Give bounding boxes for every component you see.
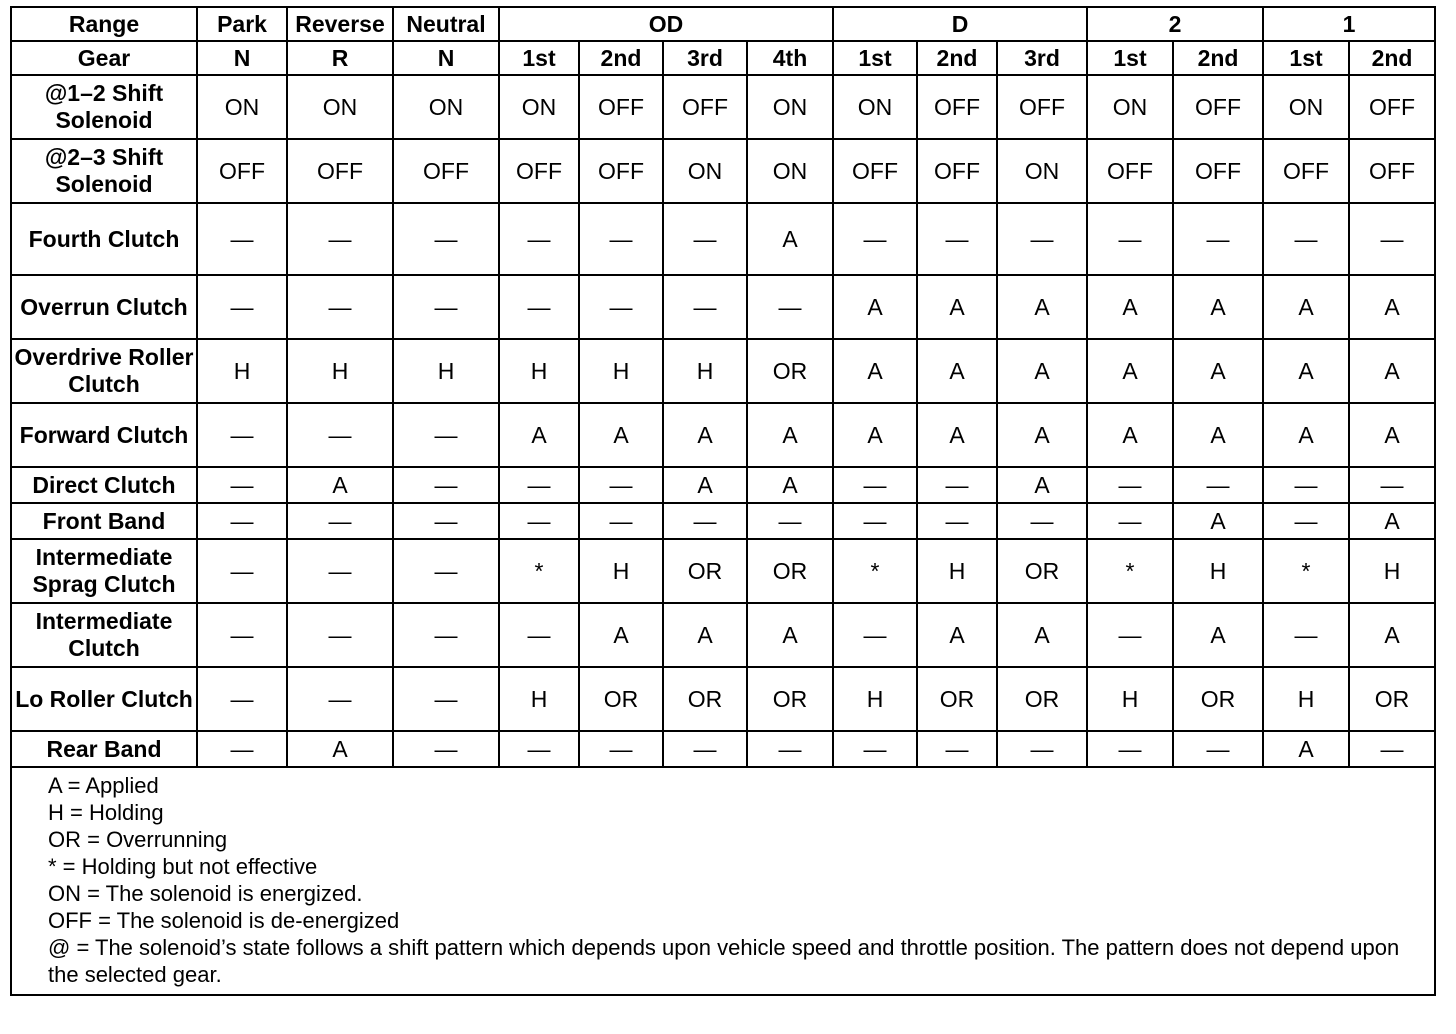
table-cell: * [1263, 539, 1349, 603]
table-cell: — [197, 275, 287, 339]
gear-header-cell: 3rd [997, 41, 1087, 75]
table-cell: — [663, 275, 747, 339]
table-cell: A [579, 403, 663, 467]
row-label-overrun-clutch: Overrun Clutch [11, 275, 197, 339]
table-cell: — [499, 203, 579, 275]
table-cell: — [287, 603, 393, 667]
table-cell: OFF [393, 139, 499, 203]
table-cell: A [1173, 503, 1263, 539]
table-cell: A [1173, 603, 1263, 667]
table-cell: — [393, 503, 499, 539]
table-cell: A [1349, 503, 1435, 539]
table-cell: ON [499, 75, 579, 139]
table-cell: A [997, 403, 1087, 467]
table-cell: A [833, 403, 917, 467]
table-cell: — [197, 539, 287, 603]
table-cell: ON [393, 75, 499, 139]
table-cell: — [833, 467, 917, 503]
table-cell: — [197, 603, 287, 667]
table-cell: — [287, 667, 393, 731]
table-cell: — [579, 467, 663, 503]
table-row [11, 603, 1435, 667]
table-cell: A [499, 403, 579, 467]
table-cell: A [833, 339, 917, 403]
table-cell: — [747, 503, 833, 539]
table-cell: OFF [663, 75, 747, 139]
table-cell: — [1349, 731, 1435, 767]
table-cell: — [579, 203, 663, 275]
table-cell: ON [663, 139, 747, 203]
table-cell: OR [663, 539, 747, 603]
table-cell: — [1173, 467, 1263, 503]
table-cell: — [1087, 603, 1173, 667]
row-label-direct-clutch: Direct Clutch [11, 467, 197, 503]
table-cell: OFF [579, 139, 663, 203]
table-cell: * [499, 539, 579, 603]
table-cell: A [1349, 403, 1435, 467]
table-cell: — [287, 203, 393, 275]
table-cell: — [917, 503, 997, 539]
row-label-overdrive-roller-clutch: Overdrive Roller Clutch [11, 339, 197, 403]
table-cell: — [197, 203, 287, 275]
table-cell: OFF [1087, 139, 1173, 203]
table-cell: — [1087, 503, 1173, 539]
row-label-lo-roller-clutch: Lo Roller Clutch [11, 667, 197, 731]
table-cell: H [579, 339, 663, 403]
table-cell: ON [197, 75, 287, 139]
gear-header-cell: 1st [499, 41, 579, 75]
table-cell: A [917, 403, 997, 467]
table-cell: — [197, 467, 287, 503]
table-cell: — [393, 203, 499, 275]
table-cell: A [833, 275, 917, 339]
table-cell: OR [747, 667, 833, 731]
range-header-od: OD [499, 7, 833, 41]
table-cell: A [1087, 275, 1173, 339]
table-cell: A [1263, 403, 1349, 467]
table-cell: A [1173, 275, 1263, 339]
table-cell: A [1263, 339, 1349, 403]
table-cell: — [663, 203, 747, 275]
gear-header-cell: 2nd [1173, 41, 1263, 75]
gear-header-cell: N [393, 41, 499, 75]
table-cell: H [499, 667, 579, 731]
table-cell: — [1173, 731, 1263, 767]
table-cell: A [917, 339, 997, 403]
table-cell: OFF [579, 75, 663, 139]
table-cell: — [579, 731, 663, 767]
row-label-rear-band: Rear Band [11, 731, 197, 767]
table-cell: A [663, 403, 747, 467]
table-cell: OR [1349, 667, 1435, 731]
gear-header-cell: 1st [1087, 41, 1173, 75]
table-row [11, 339, 1435, 403]
table-cell: ON [287, 75, 393, 139]
table-cell: ON [997, 139, 1087, 203]
table-cell: — [997, 203, 1087, 275]
table-cell: — [833, 731, 917, 767]
range-header-neutral: Neutral [393, 7, 499, 41]
table-cell: A [1263, 731, 1349, 767]
table-cell: OFF [1349, 139, 1435, 203]
table-cell: OR [747, 339, 833, 403]
table-cell: H [393, 339, 499, 403]
table-row [11, 667, 1435, 731]
table-cell: A [287, 467, 393, 503]
table-cell: H [287, 339, 393, 403]
table-cell: OFF [287, 139, 393, 203]
gear-header-cell: 4th [747, 41, 833, 75]
table-cell: ON [1087, 75, 1173, 139]
table-cell: — [1263, 503, 1349, 539]
table-row [11, 503, 1435, 539]
table-cell: OFF [1263, 139, 1349, 203]
table-cell: OR [579, 667, 663, 731]
row-label-front-band: Front Band [11, 503, 197, 539]
row-label-2-3-shift-solenoid: @2–3 Shift Solenoid [11, 139, 197, 203]
table-cell: OFF [499, 139, 579, 203]
clutch-application-chart [10, 6, 1434, 996]
table-cell: H [197, 339, 287, 403]
table-cell: — [833, 603, 917, 667]
legend [11, 767, 1435, 995]
legend-item: OR = Overrunning [48, 827, 228, 852]
table-cell: — [1173, 203, 1263, 275]
table-cell: — [1087, 731, 1173, 767]
table-cell: A [997, 275, 1087, 339]
table-cell: — [499, 503, 579, 539]
table-cell: H [1173, 539, 1263, 603]
legend-item: @ = The solenoid’s state follows a shift pattern which depends upon vehicle speed and throttle position. The pattern does not depend upon the selected gear. [48, 935, 1400, 987]
table-cell: — [1087, 467, 1173, 503]
table-cell: * [833, 539, 917, 603]
table-cell: H [917, 539, 997, 603]
table-cell: — [663, 731, 747, 767]
table-cell: A [1087, 339, 1173, 403]
table-cell: — [499, 467, 579, 503]
gear-header-cell: R [287, 41, 393, 75]
table-cell: — [393, 403, 499, 467]
table-cell: — [917, 203, 997, 275]
table-cell: — [663, 503, 747, 539]
table-row [11, 539, 1435, 603]
legend-item: H = Holding [48, 800, 164, 825]
table-cell: — [287, 403, 393, 467]
table-cell: A [997, 467, 1087, 503]
table-cell: A [747, 403, 833, 467]
table-cell: — [393, 275, 499, 339]
table-cell: H [833, 667, 917, 731]
table-cell: — [393, 603, 499, 667]
table-cell: A [1173, 403, 1263, 467]
table-cell: — [499, 603, 579, 667]
gear-label: Gear [11, 41, 197, 75]
table-cell: H [579, 539, 663, 603]
range-header-park: Park [197, 7, 287, 41]
table-cell: OR [1173, 667, 1263, 731]
table-cell: — [917, 731, 997, 767]
row-label-forward-clutch: Forward Clutch [11, 403, 197, 467]
range-label: Range [11, 7, 197, 41]
table-row [11, 139, 1435, 203]
table-cell: H [1263, 667, 1349, 731]
table-row [11, 203, 1435, 275]
table-cell: H [1349, 539, 1435, 603]
table-cell: — [393, 667, 499, 731]
table-cell: A [747, 603, 833, 667]
table-cell: OR [917, 667, 997, 731]
range-header-1: 1 [1263, 7, 1435, 41]
table-cell: OFF [833, 139, 917, 203]
table-cell: — [747, 275, 833, 339]
table-cell: — [287, 275, 393, 339]
table-row [11, 731, 1435, 767]
legend-item: OFF = The solenoid is de-energized [48, 908, 400, 933]
table-cell: A [917, 603, 997, 667]
table-cell: — [287, 539, 393, 603]
clutch-application-table [10, 6, 1436, 996]
table-cell: A [663, 603, 747, 667]
table-cell: OFF [1349, 75, 1435, 139]
table-cell: A [1087, 403, 1173, 467]
table-cell: ON [833, 75, 917, 139]
table-cell: — [1263, 467, 1349, 503]
table-cell: — [997, 731, 1087, 767]
table-cell: H [663, 339, 747, 403]
table-cell: — [393, 731, 499, 767]
table-row [11, 467, 1435, 503]
table-cell: — [1349, 203, 1435, 275]
table-cell: A [997, 339, 1087, 403]
table-cell: A [1349, 275, 1435, 339]
table-cell: — [579, 503, 663, 539]
table-cell: — [833, 503, 917, 539]
table-cell: A [1263, 275, 1349, 339]
table-cell: A [1173, 339, 1263, 403]
table-cell: — [1349, 467, 1435, 503]
range-header-d: D [833, 7, 1087, 41]
table-cell: OR [997, 667, 1087, 731]
table-cell: — [197, 667, 287, 731]
gear-header-cell: 3rd [663, 41, 747, 75]
gear-header-cell: 1st [1263, 41, 1349, 75]
table-row [11, 403, 1435, 467]
table-cell: A [747, 203, 833, 275]
table-cell: OFF [917, 75, 997, 139]
gear-header-cell: 1st [833, 41, 917, 75]
table-cell: A [1349, 339, 1435, 403]
legend-item: A = Applied [48, 773, 159, 798]
row-label-intermediate-sprag-clutch: Intermediate Sprag Clutch [11, 539, 197, 603]
table-cell: — [197, 503, 287, 539]
table-cell: H [499, 339, 579, 403]
table-cell: OFF [1173, 139, 1263, 203]
table-cell: — [997, 503, 1087, 539]
table-cell: A [917, 275, 997, 339]
table-cell: — [1263, 203, 1349, 275]
table-cell: ON [747, 75, 833, 139]
table-cell: OR [747, 539, 833, 603]
table-cell: OFF [917, 139, 997, 203]
table-cell: — [747, 731, 833, 767]
table-row [11, 275, 1435, 339]
table-cell: A [747, 467, 833, 503]
table-cell: OFF [197, 139, 287, 203]
table-cell: — [917, 467, 997, 503]
table-cell: — [579, 275, 663, 339]
table-cell: A [663, 467, 747, 503]
table-cell: * [1087, 539, 1173, 603]
table-cell: — [499, 731, 579, 767]
table-cell: ON [1263, 75, 1349, 139]
table-row [11, 75, 1435, 139]
table-cell: ON [747, 139, 833, 203]
row-label-1-2-shift-solenoid: @1–2 Shift Solenoid [11, 75, 197, 139]
gear-header-cell: 2nd [579, 41, 663, 75]
table-cell: OFF [997, 75, 1087, 139]
table-cell: A [1349, 603, 1435, 667]
legend-item: ON = The solenoid is energized. [48, 881, 363, 906]
range-header-row [11, 7, 1435, 41]
legend-item: * = Holding but not effective [48, 854, 318, 879]
table-cell: — [393, 539, 499, 603]
row-label-intermediate-clutch: Intermediate Clutch [11, 603, 197, 667]
gear-header-row [11, 41, 1435, 75]
table-cell: A [997, 603, 1087, 667]
table-cell: — [287, 503, 393, 539]
table-cell: A [579, 603, 663, 667]
table-cell: — [197, 731, 287, 767]
table-cell: OR [663, 667, 747, 731]
table-cell: OR [997, 539, 1087, 603]
table-cell: OFF [1173, 75, 1263, 139]
range-header-2: 2 [1087, 7, 1263, 41]
gear-header-cell: 2nd [1349, 41, 1435, 75]
gear-header-cell: N [197, 41, 287, 75]
table-cell: — [393, 467, 499, 503]
range-header-reverse: Reverse [287, 7, 393, 41]
table-cell: — [197, 403, 287, 467]
table-cell: H [1087, 667, 1173, 731]
table-cell: — [1263, 603, 1349, 667]
table-cell: — [833, 203, 917, 275]
table-cell: — [1087, 203, 1173, 275]
legend-row [11, 767, 1435, 995]
table-cell: A [287, 731, 393, 767]
row-label-fourth-clutch: Fourth Clutch [11, 203, 197, 275]
table-cell: — [499, 275, 579, 339]
gear-header-cell: 2nd [917, 41, 997, 75]
